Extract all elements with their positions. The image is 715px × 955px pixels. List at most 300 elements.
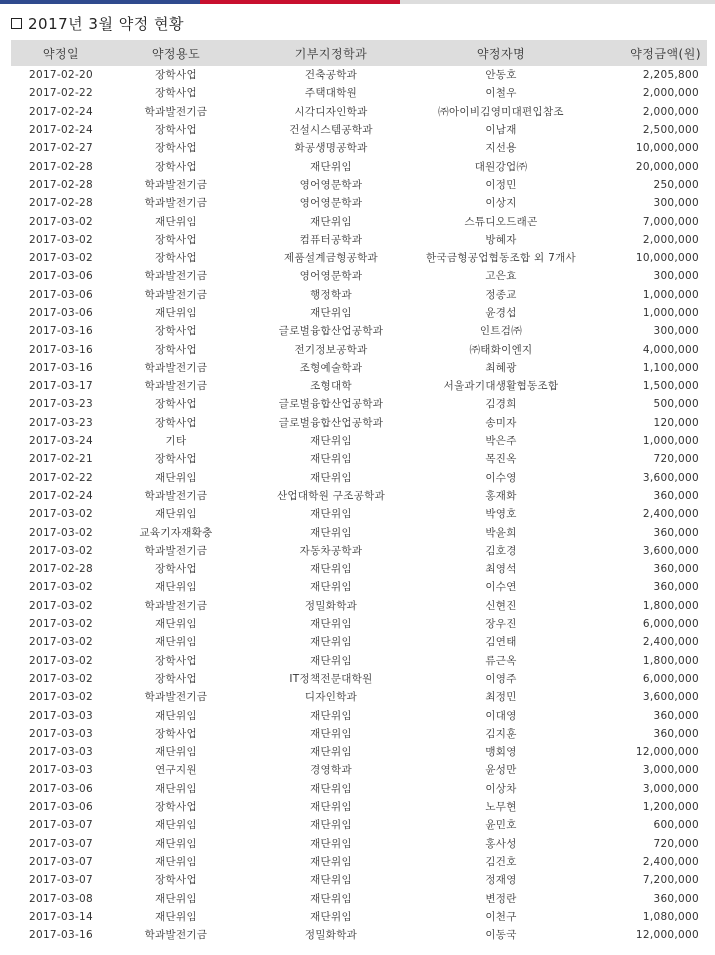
table-row — [11, 487, 707, 505]
cell-pledge-purpose: 재단위임 — [155, 618, 197, 631]
cell-designated-department: 영어영문학과 — [299, 197, 363, 210]
cell-pledge-amount: 4,000,000 — [642, 343, 699, 356]
cell-pledge-purpose: 장학사업 — [155, 416, 197, 429]
cell-pledge-purpose: 학과발전기금 — [144, 599, 208, 612]
cell-pledge-amount: 3,600,000 — [642, 691, 699, 704]
cell-pledge-amount: 1,800,000 — [642, 599, 699, 612]
table-row — [11, 359, 707, 377]
cell-designated-department: 재단위임 — [310, 892, 352, 905]
cell-pledge-amount: 300,000 — [653, 325, 699, 338]
table-row — [11, 176, 707, 194]
cell-designated-department: 자동차공학과 — [299, 544, 363, 557]
accent-bar-red — [200, 0, 400, 4]
cell-pledge-purpose: 장학사업 — [155, 672, 197, 685]
cell-pledge-amount: 7,000,000 — [642, 215, 699, 228]
accent-bar-gray — [400, 0, 715, 4]
cell-pledge-purpose: 장학사업 — [155, 453, 197, 466]
cell-donor-name: 맹회영 — [485, 746, 517, 759]
cell-pledge-purpose: 재단위임 — [155, 581, 197, 594]
cell-designated-department: 재단위임 — [310, 801, 352, 814]
cell-donor-name: 지선용 — [485, 142, 517, 155]
cell-pledge-purpose: 재단위임 — [155, 636, 197, 649]
cell-donor-name: 최정민 — [485, 691, 517, 704]
cell-pledge-amount: 1,000,000 — [642, 288, 699, 301]
cell-pledge-date: 2017-03-02 — [28, 654, 94, 667]
table-row — [11, 194, 707, 212]
cell-pledge-date: 2017-02-22 — [28, 87, 94, 100]
cell-pledge-purpose: 학과발전기금 — [144, 544, 208, 557]
cell-donor-name: 김연태 — [485, 636, 517, 649]
cell-donor-name: 고은효 — [485, 270, 517, 283]
cell-designated-department: 디자인학과 — [304, 691, 358, 704]
cell-donor-name: 인트검㈜ — [479, 325, 523, 338]
cell-pledge-date: 2017-03-02 — [28, 599, 94, 612]
cell-designated-department: 조형대학 — [310, 380, 352, 393]
cell-pledge-purpose: 장학사업 — [155, 87, 197, 100]
cell-pledge-purpose: 학과발전기금 — [144, 929, 208, 942]
cell-pledge-amount: 3,000,000 — [642, 782, 699, 795]
cell-pledge-date: 2017-03-02 — [28, 581, 94, 594]
cell-donor-name: 스튜디오드래곤 — [464, 215, 538, 228]
cell-designated-department: 제품설계금형공학과 — [284, 252, 378, 265]
cell-pledge-purpose: 장학사업 — [155, 874, 197, 887]
cell-donor-name: 이상지 — [485, 197, 517, 210]
cell-pledge-date: 2017-03-07 — [28, 855, 94, 868]
cell-designated-department: 재단위임 — [310, 215, 352, 228]
cell-designated-department: 재단위임 — [310, 636, 352, 649]
table-row — [11, 450, 707, 468]
cell-donor-name: 이영주 — [485, 672, 517, 685]
cell-pledge-purpose: 장학사업 — [155, 343, 197, 356]
cell-pledge-purpose: 재단위임 — [155, 837, 197, 850]
cell-pledge-date: 2017-03-02 — [28, 672, 94, 685]
cell-pledge-amount: 6,000,000 — [642, 672, 699, 685]
cell-designated-department: 재단위임 — [310, 855, 352, 868]
cell-pledge-date: 2017-03-16 — [28, 929, 94, 942]
cell-donor-name: 박영호 — [485, 508, 517, 521]
cell-pledge-amount: 1,000,000 — [642, 307, 699, 319]
cell-donor-name: 윤민호 — [485, 819, 517, 832]
cell-pledge-amount: 1,500,000 — [642, 380, 699, 393]
table-row — [11, 395, 707, 413]
cell-pledge-purpose: 학과발전기금 — [144, 197, 208, 210]
cell-pledge-amount: 2,400,000 — [642, 508, 699, 521]
header-pledge-purpose: 약정용도 — [151, 46, 201, 61]
table-row — [11, 542, 707, 560]
table-row — [11, 414, 707, 432]
cell-donor-name: 이동국 — [485, 929, 517, 942]
table-body — [11, 66, 707, 944]
cell-designated-department: 재단위임 — [310, 160, 352, 173]
cell-pledge-amount: 720,000 — [653, 453, 699, 466]
cell-pledge-amount: 7,200,000 — [642, 874, 699, 887]
cell-pledge-date: 2017-02-22 — [28, 471, 94, 484]
cell-donor-name: 장우진 — [485, 618, 517, 631]
cell-pledge-amount: 12,000,000 — [635, 746, 699, 759]
cell-pledge-date: 2017-03-02 — [28, 544, 94, 557]
table-row — [11, 66, 707, 84]
cell-pledge-date: 2017-03-02 — [28, 618, 94, 631]
cell-pledge-amount: 500,000 — [653, 398, 699, 411]
cell-pledge-amount: 2,000,000 — [642, 87, 699, 100]
cell-donor-name: 김지훈 — [485, 727, 517, 740]
cell-pledge-amount: 3,000,000 — [642, 764, 699, 777]
cell-pledge-date: 2017-03-07 — [28, 837, 94, 850]
header-donor-name: 약정자명 — [476, 46, 526, 61]
cell-pledge-purpose: 장학사업 — [155, 160, 197, 173]
cell-pledge-purpose: 재단위임 — [155, 307, 197, 319]
cell-pledge-date: 2017-02-24 — [28, 489, 94, 502]
cell-designated-department: 영어영문학과 — [299, 178, 363, 191]
table-row — [11, 706, 707, 724]
cell-pledge-purpose: 장학사업 — [155, 233, 197, 246]
square-outline-icon — [11, 18, 22, 29]
cell-pledge-purpose: 장학사업 — [155, 124, 197, 137]
pledge-table — [11, 40, 707, 944]
cell-pledge-amount: 10,000,000 — [635, 142, 699, 155]
cell-donor-name: 윤성만 — [485, 764, 517, 777]
cell-pledge-purpose: 재단위임 — [155, 709, 197, 722]
table-row — [11, 322, 707, 340]
cell-pledge-purpose: 재단위임 — [155, 508, 197, 521]
cell-pledge-date: 2017-03-03 — [28, 709, 94, 722]
cell-designated-department: 화공생명공학과 — [294, 142, 368, 155]
cell-designated-department: IT정책전문대학원 — [289, 672, 373, 685]
table-row — [11, 469, 707, 487]
cell-pledge-amount: 360,000 — [653, 581, 699, 594]
cell-donor-name: 류근옥 — [485, 654, 517, 667]
cell-pledge-amount: 360,000 — [653, 892, 699, 905]
cell-pledge-purpose: 재단위임 — [155, 892, 197, 905]
cell-pledge-purpose: 교육기자재확충 — [139, 526, 213, 539]
cell-donor-name: 최영석 — [485, 563, 517, 576]
table-row — [11, 761, 707, 779]
cell-designated-department: 글로벌융합산업공학과 — [278, 416, 384, 429]
cell-donor-name: 박윤희 — [485, 526, 517, 539]
cell-pledge-purpose: 장학사업 — [155, 654, 197, 667]
cell-donor-name: 김호경 — [485, 544, 517, 557]
cell-pledge-date: 2017-03-03 — [28, 727, 94, 740]
cell-designated-department: 영어영문학과 — [299, 270, 363, 283]
table-row — [11, 743, 707, 761]
cell-pledge-amount: 2,400,000 — [642, 855, 699, 868]
cell-pledge-date: 2017-03-17 — [28, 380, 94, 393]
table-row — [11, 597, 707, 615]
cell-designated-department: 재단위임 — [310, 471, 352, 484]
cell-designated-department: 조형예술학과 — [299, 361, 363, 374]
cell-pledge-amount: 6,000,000 — [642, 618, 699, 631]
table-row — [11, 853, 707, 871]
cell-pledge-purpose: 장학사업 — [155, 252, 197, 265]
cell-pledge-purpose: 장학사업 — [155, 325, 197, 338]
cell-pledge-purpose: 학과발전기금 — [144, 288, 208, 301]
cell-designated-department: 재단위임 — [310, 581, 352, 594]
cell-donor-name: 이철우 — [485, 87, 517, 100]
cell-pledge-date: 2017-03-23 — [28, 398, 94, 411]
table-row — [11, 121, 707, 139]
cell-donor-name: 신현진 — [485, 599, 517, 612]
table-row — [11, 505, 707, 523]
table-row — [11, 871, 707, 889]
cell-pledge-date: 2017-03-02 — [28, 508, 94, 521]
cell-pledge-date: 2017-03-07 — [28, 874, 94, 887]
cell-pledge-amount: 2,400,000 — [642, 636, 699, 649]
cell-pledge-date: 2017-03-06 — [28, 288, 94, 301]
table-row — [11, 157, 707, 175]
cell-designated-department: 재단위임 — [310, 618, 352, 631]
cell-designated-department: 경영학과 — [310, 764, 352, 777]
cell-pledge-purpose: 장학사업 — [155, 801, 197, 814]
cell-donor-name: 김건호 — [485, 855, 517, 868]
table-row — [11, 889, 707, 907]
cell-pledge-purpose: 장학사업 — [155, 69, 197, 82]
cell-pledge-date: 2017-03-06 — [28, 782, 94, 795]
cell-donor-name: 이대영 — [485, 709, 517, 722]
cell-pledge-amount: 300,000 — [653, 197, 699, 210]
cell-pledge-date: 2017-03-03 — [28, 764, 94, 777]
cell-pledge-date: 2017-02-28 — [28, 197, 94, 210]
table-row — [11, 249, 707, 267]
cell-designated-department: 글로벌융합산업공학과 — [278, 398, 384, 411]
header-designated-department: 기부지정학과 — [294, 46, 368, 61]
cell-pledge-date: 2017-03-02 — [28, 691, 94, 704]
table-row — [11, 780, 707, 798]
header-pledge-date: 약정일 — [42, 46, 80, 61]
cell-donor-name: 정재영 — [485, 874, 517, 887]
cell-donor-name: ㈜태화이엔지 — [469, 343, 533, 356]
cell-donor-name: 김경희 — [485, 398, 517, 411]
cell-donor-name: 정종교 — [485, 288, 517, 301]
cell-pledge-amount: 2,500,000 — [642, 124, 699, 137]
cell-pledge-date: 2017-02-28 — [28, 178, 94, 191]
cell-pledge-purpose: 재단위임 — [155, 855, 197, 868]
cell-pledge-amount: 720,000 — [653, 837, 699, 850]
table-row — [11, 615, 707, 633]
cell-pledge-date: 2017-03-02 — [28, 526, 94, 539]
cell-pledge-amount: 3,600,000 — [642, 544, 699, 557]
cell-pledge-date: 2017-03-03 — [28, 746, 94, 759]
cell-donor-name: 방혜자 — [485, 233, 517, 246]
cell-pledge-date: 2017-03-16 — [28, 361, 94, 374]
cell-designated-department: 컴퓨터공학과 — [299, 233, 363, 246]
cell-pledge-purpose: 재단위임 — [155, 782, 197, 795]
cell-pledge-date: 2017-02-28 — [28, 563, 94, 576]
cell-designated-department: 전기정보공학과 — [294, 343, 368, 356]
cell-designated-department: 재단위임 — [310, 727, 352, 740]
cell-donor-name: 대원강업㈜ — [474, 160, 528, 173]
cell-donor-name: 홍사성 — [485, 837, 517, 850]
cell-donor-name: 노무현 — [485, 801, 517, 814]
cell-pledge-purpose: 학과발전기금 — [144, 361, 208, 374]
table-row — [11, 670, 707, 688]
cell-pledge-purpose: 장학사업 — [155, 398, 197, 411]
cell-pledge-date: 2017-03-06 — [28, 801, 94, 814]
cell-pledge-date: 2017-03-24 — [28, 435, 94, 448]
cell-pledge-amount: 360,000 — [653, 709, 699, 722]
table-row — [11, 212, 707, 230]
cell-donor-name: 변정란 — [485, 892, 517, 905]
page-title: 2017년 3월 약정 현황 — [28, 14, 184, 33]
cell-pledge-date: 2017-03-14 — [28, 910, 94, 923]
cell-designated-department: 시각디자인학과 — [294, 105, 368, 118]
cell-pledge-purpose: 장학사업 — [155, 727, 197, 740]
cell-designated-department: 재단위임 — [310, 563, 352, 576]
table-row — [11, 578, 707, 596]
accent-bar-blue — [0, 0, 200, 4]
cell-pledge-date: 2017-02-28 — [28, 160, 94, 173]
table-row — [11, 84, 707, 102]
cell-designated-department: 재단위임 — [310, 837, 352, 850]
cell-donor-name: 이남재 — [485, 124, 517, 137]
cell-pledge-purpose: 재단위임 — [155, 471, 197, 484]
cell-pledge-purpose: 재단위임 — [155, 215, 197, 228]
cell-designated-department: 재단위임 — [310, 307, 352, 319]
cell-pledge-amount: 360,000 — [653, 489, 699, 502]
cell-designated-department: 행정학과 — [310, 288, 352, 301]
cell-pledge-date: 2017-02-24 — [28, 124, 94, 137]
table-row — [11, 267, 707, 285]
cell-pledge-date: 2017-03-06 — [28, 270, 94, 283]
cell-pledge-date: 2017-02-21 — [28, 453, 94, 466]
cell-pledge-purpose: 학과발전기금 — [144, 178, 208, 191]
cell-pledge-amount: 2,000,000 — [642, 105, 699, 118]
cell-pledge-date: 2017-03-07 — [28, 819, 94, 832]
cell-designated-department: 재단위임 — [310, 526, 352, 539]
cell-pledge-amount: 1,000,000 — [642, 435, 699, 448]
table-header-row — [11, 40, 707, 66]
cell-designated-department: 재단위임 — [310, 910, 352, 923]
cell-pledge-purpose: 연구지원 — [155, 764, 197, 777]
cell-pledge-amount: 20,000,000 — [635, 160, 699, 173]
cell-pledge-date: 2017-03-02 — [28, 636, 94, 649]
cell-pledge-amount: 600,000 — [653, 819, 699, 832]
cell-pledge-amount: 3,600,000 — [642, 471, 699, 484]
cell-pledge-purpose: 학과발전기금 — [144, 380, 208, 393]
cell-donor-name: 목진옥 — [485, 453, 517, 466]
cell-designated-department: 재단위임 — [310, 654, 352, 667]
cell-donor-name: 송미자 — [485, 416, 517, 429]
cell-pledge-date: 2017-03-16 — [28, 325, 94, 338]
cell-pledge-purpose: 학과발전기금 — [144, 270, 208, 283]
cell-pledge-purpose: 학과발전기금 — [144, 489, 208, 502]
cell-pledge-purpose: 재단위임 — [155, 819, 197, 832]
cell-pledge-date: 2017-03-02 — [28, 215, 94, 228]
cell-pledge-purpose: 재단위임 — [155, 910, 197, 923]
table-row — [11, 103, 707, 121]
cell-donor-name: 서울과기대생활협동조합 — [443, 380, 559, 393]
table-row — [11, 523, 707, 541]
cell-pledge-amount: 360,000 — [653, 563, 699, 576]
cell-designated-department: 재단위임 — [310, 435, 352, 448]
cell-pledge-purpose: 기타 — [165, 435, 187, 448]
cell-pledge-purpose: 장학사업 — [155, 563, 197, 576]
top-accent-bar — [0, 0, 715, 4]
cell-designated-department: 글로벌융합산업공학과 — [278, 325, 384, 338]
table-row — [11, 432, 707, 450]
cell-pledge-date: 2017-03-23 — [28, 416, 94, 429]
cell-donor-name: 이수영 — [485, 471, 517, 484]
cell-pledge-amount: 1,080,000 — [642, 910, 699, 923]
table-row — [11, 139, 707, 157]
cell-donor-name: 박은주 — [485, 435, 517, 448]
cell-pledge-amount: 360,000 — [653, 727, 699, 740]
table-row — [11, 688, 707, 706]
cell-pledge-amount: 12,000,000 — [635, 929, 699, 942]
cell-pledge-date: 2017-02-27 — [28, 142, 94, 155]
cell-designated-department: 주택대학원 — [304, 87, 358, 100]
table-row — [11, 908, 707, 926]
cell-designated-department: 정밀화학과 — [304, 929, 358, 942]
table-row — [11, 560, 707, 578]
cell-donor-name: 이수연 — [485, 581, 517, 594]
cell-designated-department: 재단위임 — [310, 453, 352, 466]
cell-pledge-amount: 1,100,000 — [642, 361, 699, 374]
cell-designated-department: 재단위임 — [310, 874, 352, 887]
table-row — [11, 926, 707, 944]
cell-designated-department: 정밀화학과 — [304, 599, 358, 612]
table-row — [11, 834, 707, 852]
cell-donor-name: 이천구 — [485, 910, 517, 923]
cell-designated-department: 재단위임 — [310, 782, 352, 795]
header-pledge-amount: 약정금액(원) — [630, 46, 701, 61]
cell-pledge-date: 2017-02-20 — [28, 69, 94, 82]
cell-designated-department: 건축공학과 — [304, 69, 358, 82]
title-row — [11, 13, 184, 33]
cell-designated-department: 산업대학원 구조공학과 — [276, 489, 386, 502]
table-row — [11, 286, 707, 304]
cell-pledge-amount: 10,000,000 — [635, 252, 699, 265]
cell-designated-department: 재단위임 — [310, 709, 352, 722]
cell-designated-department: 재단위임 — [310, 508, 352, 521]
cell-donor-name: 홍재화 — [485, 489, 517, 502]
cell-pledge-amount: 250,000 — [653, 178, 699, 191]
cell-donor-name: 안동호 — [485, 69, 517, 82]
cell-pledge-purpose: 재단위임 — [155, 746, 197, 759]
table-row — [11, 340, 707, 358]
cell-donor-name: 이정민 — [485, 178, 517, 191]
table-row — [11, 231, 707, 249]
cell-donor-name: ㈜아이비김영미대편입참조 — [438, 105, 564, 118]
table-row — [11, 377, 707, 395]
cell-pledge-date: 2017-03-16 — [28, 343, 94, 356]
cell-donor-name: 한국금형공업협동조합 외 7개사 — [425, 252, 576, 265]
cell-pledge-amount: 120,000 — [653, 416, 699, 429]
table-row — [11, 798, 707, 816]
cell-pledge-purpose: 학과발전기금 — [144, 105, 208, 118]
cell-designated-department: 건설시스템공학과 — [289, 124, 373, 137]
table-row — [11, 725, 707, 743]
table-row — [11, 304, 707, 322]
cell-pledge-amount: 1,800,000 — [642, 654, 699, 667]
cell-donor-name: 윤경섭 — [485, 307, 517, 319]
cell-pledge-purpose: 학과발전기금 — [144, 691, 208, 704]
cell-pledge-date: 2017-03-02 — [28, 252, 94, 265]
cell-pledge-date: 2017-03-08 — [28, 892, 94, 905]
cell-pledge-amount: 300,000 — [653, 270, 699, 283]
cell-designated-department: 재단위임 — [310, 746, 352, 759]
cell-pledge-amount: 2,205,800 — [642, 69, 699, 82]
cell-donor-name: 최혜광 — [485, 361, 517, 374]
cell-pledge-amount: 1,200,000 — [642, 801, 699, 814]
table-row — [11, 652, 707, 670]
table-row — [11, 816, 707, 834]
cell-donor-name: 이상차 — [485, 782, 517, 795]
cell-pledge-amount: 2,000,000 — [642, 233, 699, 246]
cell-pledge-purpose: 장학사업 — [155, 142, 197, 155]
cell-designated-department: 재단위임 — [310, 819, 352, 832]
cell-pledge-date: 2017-03-06 — [28, 307, 94, 319]
cell-pledge-date: 2017-03-02 — [28, 233, 94, 246]
